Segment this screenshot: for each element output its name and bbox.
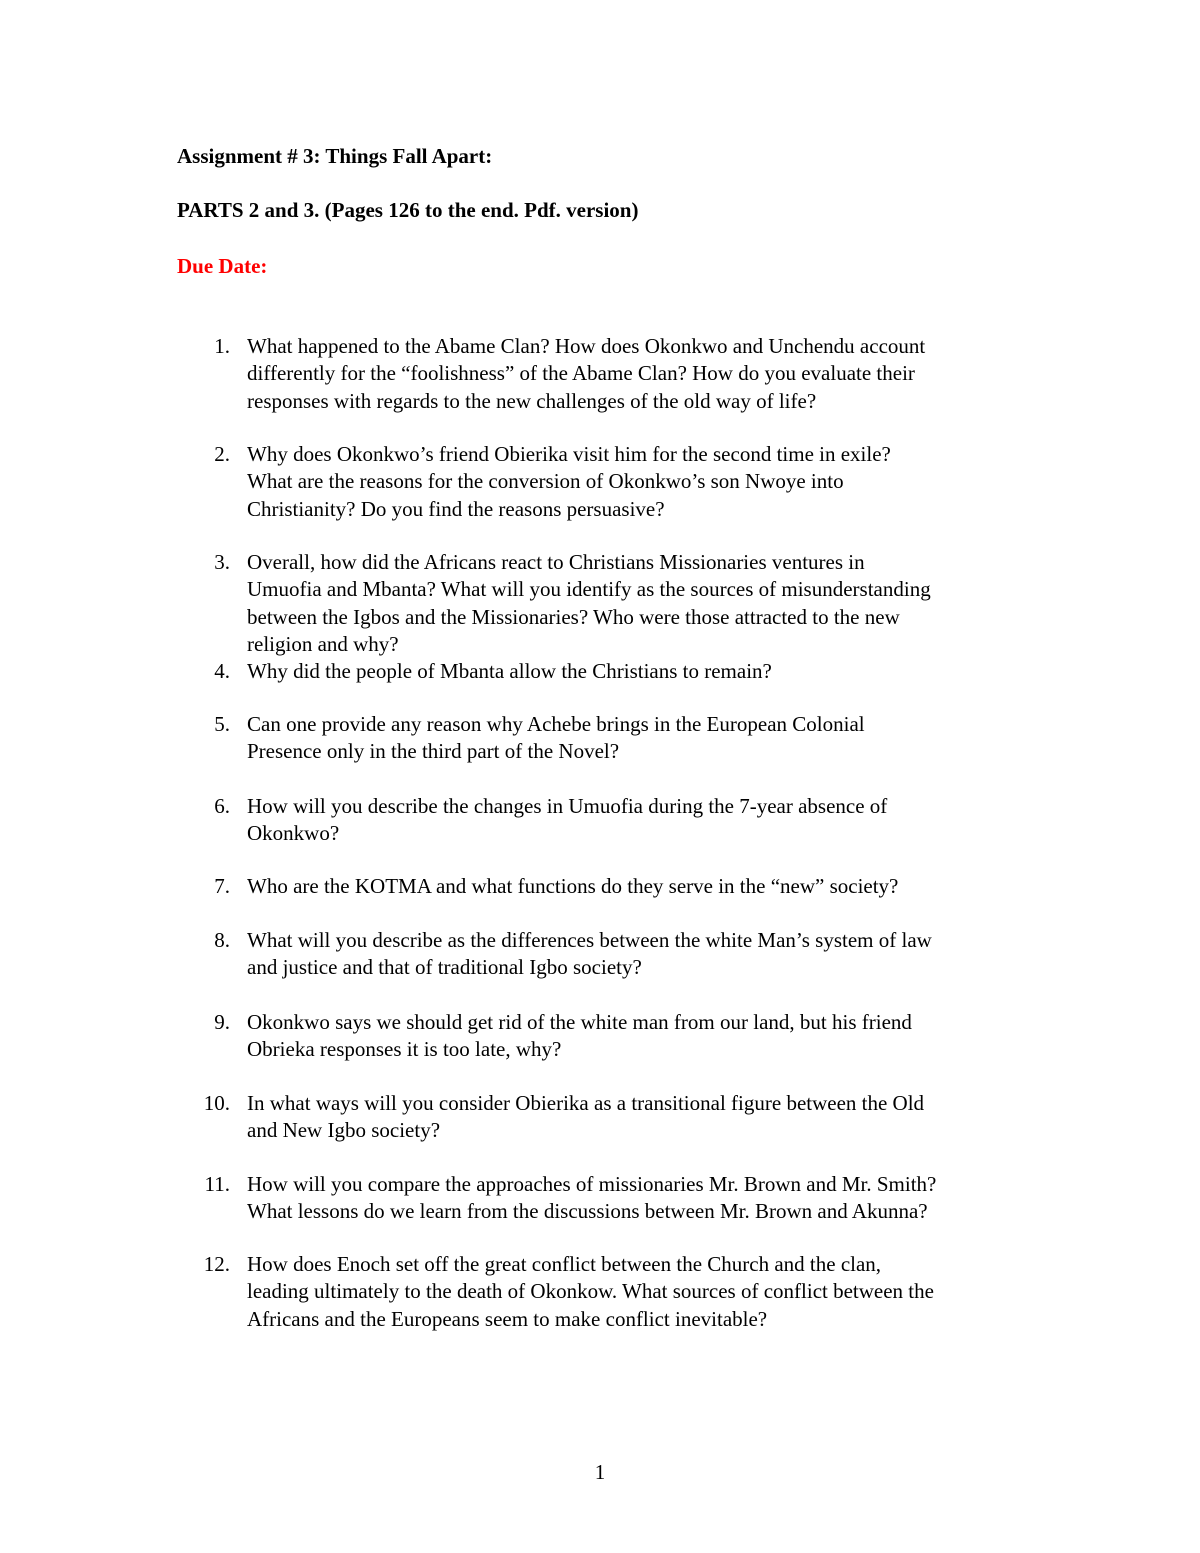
question-line: Africans and the Europeans seem to make conflict inevitable? [247, 1306, 768, 1331]
question-line: How does Enoch set off the great conflict between the Church and the clan, [247, 1252, 882, 1276]
question-line: Obrieka responses it is too late, why? [247, 1037, 562, 1062]
question-text [247, 873, 1037, 900]
question-number: 10. [203, 1091, 230, 1115]
question-number: 2. [214, 442, 230, 466]
due-date-label: Due Date: [177, 254, 268, 278]
question-text [247, 658, 1037, 685]
question-line: What lessons do we learn from the discussions between Mr. Brown and Akunna? [247, 1199, 928, 1224]
question-line: responses with regards to the new challenges of the old way of life? [247, 388, 817, 413]
question-line: How will you compare the approaches of missionaries Mr. Brown and Mr. Smith? [247, 1172, 937, 1196]
question-text [247, 1171, 1037, 1226]
question-line: Can one provide any reason why Achebe brings in the European Colonial [247, 712, 865, 736]
question-line: In what ways will you consider Obierika as a transitional figure between the Old [247, 1091, 925, 1115]
question-line: Why did the people of Mbanta allow the Christians to remain? [247, 659, 772, 683]
question-text [247, 1251, 1037, 1333]
question-number: 12. [203, 1252, 230, 1276]
question-number: 3. [214, 550, 230, 574]
question-number: 11. [204, 1172, 230, 1196]
question-number: 5. [214, 712, 230, 736]
question-text [247, 549, 1037, 658]
question-line: Overall, how did the Africans react to Christians Missionaries ventures in [247, 550, 865, 574]
question-text [247, 793, 1037, 848]
question-line: and justice and that of traditional Igbo society? [247, 955, 642, 980]
assignment-title: Assignment # 3: Things Fall Apart: [177, 144, 493, 168]
question-number: 7. [214, 874, 230, 898]
question-number: 1. [214, 334, 230, 358]
question-line: Christianity? Do you find the reasons persuasive? [247, 496, 665, 521]
question-number: 4. [214, 659, 230, 683]
question-line: Presence only in the third part of the Novel? [247, 739, 620, 764]
question-line: Okonkwo? [247, 821, 340, 846]
question-line: leading ultimately to the death of Okonkow. What sources of conflict between the [247, 1279, 934, 1304]
question-text [247, 1090, 1037, 1145]
question-line: How will you describe the changes in Umuofia during the 7-year absence of [247, 794, 888, 818]
question-number: 9. [214, 1010, 230, 1034]
question-line: What happened to the Abame Clan? How does Okonkwo and Unchendu account [247, 334, 926, 358]
question-text [247, 333, 1037, 415]
question-number: 6. [214, 794, 230, 818]
question-line: What will you describe as the differences between the white Man’s system of law [247, 928, 932, 952]
page-number: 1 [594, 1460, 606, 1484]
question-number: 8. [214, 928, 230, 952]
question-line: and New Igbo society? [247, 1118, 441, 1143]
assignment-parts: PARTS 2 and 3. (Pages 126 to the end. Pdf. version) [177, 198, 639, 222]
question-line: between the Igbos and the Missionaries? Who were those attracted to the new [247, 604, 900, 629]
question-line: Why does Okonkwo’s friend Obierika visit him for the second time in exile? [247, 442, 891, 466]
question-line: differently for the “foolishness” of the Abame Clan? How do you evaluate their [247, 361, 915, 386]
question-line: religion and why? [247, 631, 399, 656]
question-line: Umuofia and Mbanta? What will you identify as the sources of misunderstanding [247, 577, 931, 602]
question-line: Okonkwo says we should get rid of the white man from our land, but his friend [247, 1010, 912, 1034]
question-text [247, 927, 1037, 982]
question-text [247, 1009, 1037, 1064]
question-text [247, 441, 1037, 523]
question-line: What are the reasons for the conversion of Okonkwo’s son Nwoye into [247, 469, 844, 494]
question-line: Who are the KOTMA and what functions do they serve in the “new” society? [247, 874, 899, 898]
question-text [247, 711, 1037, 766]
